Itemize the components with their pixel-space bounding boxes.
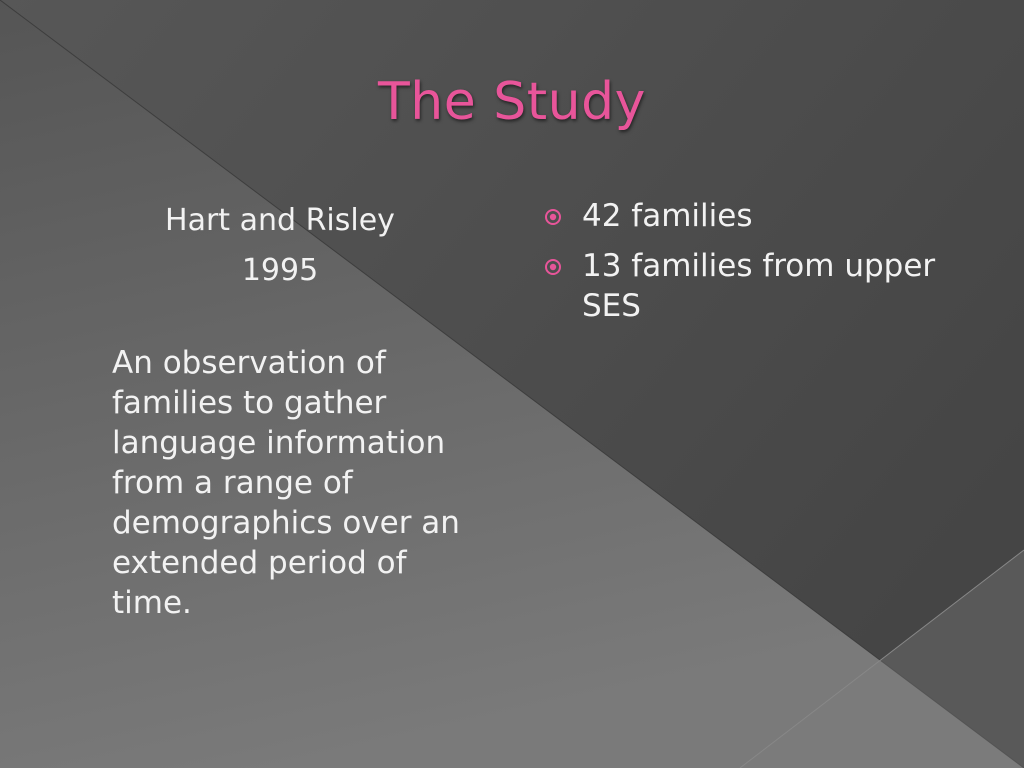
bullet-item — [540, 246, 980, 326]
circle-dot-bullet-icon — [544, 208, 562, 226]
bullet-text: 42 families — [582, 198, 753, 234]
study-authors-heading — [110, 196, 450, 296]
bullet-list — [540, 196, 980, 336]
slide-title: The Study — [378, 72, 646, 132]
study-authors: Hart and Risley — [165, 203, 395, 238]
study-description: An observation of families to gather language information from a range of demographics over an extended period of time. — [112, 345, 460, 621]
study-year: 1995 — [241, 253, 319, 288]
bullet-text: 13 families from upper SES — [582, 248, 936, 324]
bullet-item — [540, 196, 980, 236]
circle-dot-bullet-icon — [544, 258, 562, 276]
